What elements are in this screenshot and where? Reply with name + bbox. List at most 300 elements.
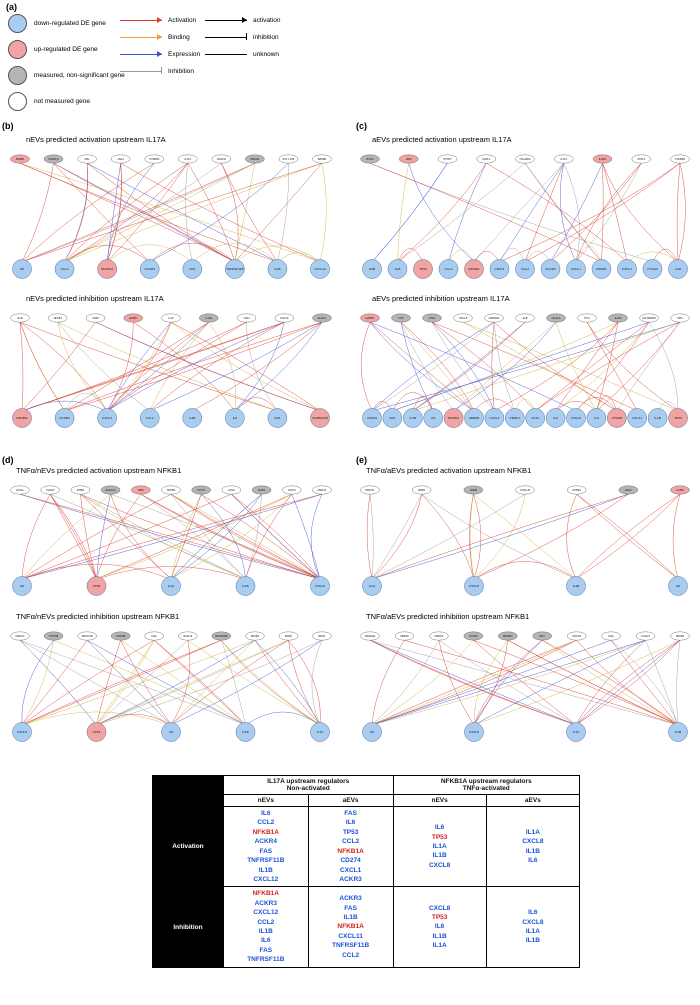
network-node-bottom[interactable] bbox=[648, 409, 667, 428]
legend-edge-label: activation bbox=[253, 16, 281, 24]
network-node-top[interactable] bbox=[48, 314, 67, 322]
network-edge bbox=[50, 494, 96, 579]
network-node-top[interactable] bbox=[313, 155, 332, 163]
network-node-bottom[interactable] bbox=[567, 577, 586, 596]
gene-name: FAS bbox=[259, 946, 273, 954]
network-canvas bbox=[6, 304, 336, 434]
node-label: PTPN7 bbox=[443, 158, 452, 162]
network-edge bbox=[611, 640, 678, 725]
network-edge bbox=[22, 640, 54, 725]
network-node-top[interactable] bbox=[395, 632, 414, 640]
network-node-bottom[interactable] bbox=[13, 409, 32, 428]
network-edge bbox=[432, 322, 535, 411]
network-node-top[interactable] bbox=[399, 155, 418, 163]
node-label: IL1B bbox=[242, 730, 249, 735]
gene-name: TNFRSF11B bbox=[247, 956, 285, 964]
network-c2[interactable] bbox=[356, 304, 694, 434]
network-node-bottom[interactable] bbox=[567, 723, 586, 742]
network-node-top[interactable] bbox=[222, 486, 241, 494]
network-node-top[interactable] bbox=[192, 486, 211, 494]
node-label: PTGS2 bbox=[647, 267, 658, 272]
network-node-top[interactable] bbox=[275, 314, 294, 322]
network-node-top[interactable] bbox=[602, 632, 621, 640]
network-node-top[interactable] bbox=[671, 155, 690, 163]
gene-cell bbox=[486, 887, 579, 967]
network-node-bottom[interactable] bbox=[485, 409, 504, 428]
node-label: HAMP1 bbox=[128, 317, 138, 321]
network-node-bottom[interactable] bbox=[643, 260, 662, 279]
inhibition-arrow-icon bbox=[120, 67, 162, 75]
network-node-bottom[interactable] bbox=[225, 260, 244, 279]
network-edge bbox=[97, 494, 111, 579]
node-label: EZH2 bbox=[625, 489, 632, 493]
node-label: HAMP1 bbox=[365, 317, 375, 321]
gene-name: NFKB1A bbox=[252, 828, 279, 836]
network-node-top[interactable] bbox=[640, 314, 659, 322]
network-node-top[interactable] bbox=[71, 486, 90, 494]
gene-name: IL1B bbox=[432, 852, 447, 860]
network-node-top[interactable] bbox=[516, 486, 535, 494]
gene-name: CCL2 bbox=[342, 951, 360, 959]
network-node-top[interactable] bbox=[516, 314, 535, 322]
node-label: IL19A bbox=[205, 317, 213, 321]
activation-arrow-icon bbox=[120, 16, 162, 24]
node-label: TPSAB bbox=[611, 416, 622, 421]
network-node-bottom[interactable] bbox=[618, 260, 637, 279]
network-edge bbox=[474, 163, 564, 262]
network-node-top[interactable] bbox=[131, 486, 150, 494]
gene-name: IL1B bbox=[258, 866, 273, 874]
gene-name: IL1B bbox=[258, 928, 273, 936]
circle-node-up-icon bbox=[8, 40, 27, 59]
network-node-bottom[interactable] bbox=[587, 409, 606, 428]
node-label: VLDLR bbox=[46, 489, 55, 493]
network-node-bottom[interactable] bbox=[311, 409, 330, 428]
node-label: FGF10 bbox=[280, 317, 289, 321]
node-label: IFNB1 bbox=[417, 489, 426, 493]
network-node-bottom[interactable] bbox=[311, 260, 330, 279]
network-node-top[interactable] bbox=[124, 314, 143, 322]
gene-name: IL1B bbox=[432, 932, 447, 940]
network-node-bottom[interactable] bbox=[669, 723, 688, 742]
network-node-top[interactable] bbox=[619, 486, 638, 494]
network-node-bottom[interactable] bbox=[669, 577, 688, 596]
network-node-top[interactable] bbox=[671, 632, 690, 640]
network-node-top[interactable] bbox=[361, 314, 380, 322]
node-label: IL1B bbox=[189, 416, 196, 421]
row-label-activation: Activation bbox=[153, 807, 224, 887]
network-node-bottom[interactable] bbox=[87, 723, 106, 742]
gene-cell bbox=[223, 807, 308, 887]
network-node-top[interactable] bbox=[547, 314, 566, 322]
node-label: TLR4 bbox=[243, 317, 250, 321]
network-node-bottom[interactable] bbox=[162, 723, 181, 742]
network-node-top[interactable] bbox=[279, 632, 298, 640]
network-edge bbox=[235, 322, 322, 411]
legend-edge-row bbox=[120, 16, 200, 24]
node-label: DDT bbox=[539, 635, 545, 639]
network-node-top[interactable] bbox=[361, 632, 380, 640]
gene-name: FAS bbox=[344, 904, 357, 912]
network-node-top[interactable] bbox=[44, 155, 63, 163]
network-e1[interactable] bbox=[356, 476, 694, 602]
network-edge bbox=[401, 322, 433, 411]
network-node-bottom[interactable] bbox=[236, 577, 255, 596]
network-node-top[interactable] bbox=[41, 486, 60, 494]
node-label: IL18 bbox=[674, 267, 682, 272]
network-node-top[interactable] bbox=[533, 632, 552, 640]
network-node-bottom[interactable] bbox=[383, 409, 402, 428]
node-label: ALB bbox=[394, 267, 401, 272]
network-node-bottom[interactable] bbox=[465, 723, 484, 742]
node-label: CCL2 bbox=[145, 416, 154, 421]
node-label: IFNGRMM bbox=[215, 635, 228, 639]
node-label: NFKBIA bbox=[16, 416, 28, 421]
network-edge bbox=[20, 322, 65, 411]
node-label: CDC1N bbox=[572, 635, 582, 639]
network-node-bottom[interactable] bbox=[13, 577, 32, 596]
network-node-bottom[interactable] bbox=[183, 409, 202, 428]
gene-cell bbox=[486, 807, 579, 887]
network-edge bbox=[370, 640, 678, 725]
network-node-top[interactable] bbox=[44, 632, 63, 640]
network-node-top[interactable] bbox=[212, 155, 231, 163]
network-node-bottom[interactable] bbox=[516, 260, 535, 279]
network-node-bottom[interactable] bbox=[546, 409, 565, 428]
network-e2[interactable] bbox=[356, 622, 694, 748]
node-label: ABCB37 bbox=[502, 635, 513, 639]
network-node-bottom[interactable] bbox=[526, 409, 545, 428]
node-label: IL1B bbox=[572, 584, 580, 589]
network-node-top[interactable] bbox=[199, 314, 218, 322]
node-label: CD24 bbox=[228, 489, 235, 493]
gene-cell bbox=[308, 887, 393, 967]
network-node-bottom[interactable] bbox=[268, 260, 287, 279]
network-edge bbox=[370, 322, 474, 411]
network-d1[interactable] bbox=[6, 476, 336, 602]
network-node-top[interactable] bbox=[78, 155, 97, 163]
network-node-bottom[interactable] bbox=[98, 409, 117, 428]
node-label: CXCL1 bbox=[622, 267, 632, 272]
subheader-aevs-1: aEVs bbox=[308, 795, 393, 807]
network-edge bbox=[401, 322, 454, 411]
network-node-bottom[interactable] bbox=[505, 409, 524, 428]
network-node-bottom[interactable] bbox=[388, 260, 407, 279]
gene-cell bbox=[308, 807, 393, 887]
node-label: IL6 bbox=[553, 416, 558, 421]
gene-name: TP53 bbox=[431, 833, 448, 841]
edges-group bbox=[361, 322, 680, 411]
network-node-bottom[interactable] bbox=[268, 409, 287, 428]
network-node-top[interactable] bbox=[578, 314, 597, 322]
network-edge bbox=[20, 322, 65, 411]
network-node-bottom[interactable] bbox=[87, 577, 106, 596]
network-node-bottom[interactable] bbox=[541, 260, 560, 279]
network-node-bottom[interactable] bbox=[628, 409, 647, 428]
network-node-bottom[interactable] bbox=[311, 723, 330, 742]
gene-name: CXCL8 bbox=[428, 861, 451, 869]
network-node-bottom[interactable] bbox=[98, 260, 117, 279]
network-node-bottom[interactable] bbox=[567, 409, 586, 428]
network-edge bbox=[20, 322, 277, 411]
network-b2[interactable] bbox=[6, 304, 336, 434]
node-label: CXCL8 bbox=[458, 317, 468, 321]
node-label: PRNP1 bbox=[509, 416, 520, 421]
node-label: FAS bbox=[274, 416, 281, 421]
network-edge bbox=[22, 163, 255, 262]
legend-node-label: up-regulated DE gene bbox=[34, 46, 98, 53]
network-edge bbox=[320, 163, 326, 262]
network-node-top[interactable] bbox=[145, 155, 164, 163]
network-edge bbox=[87, 163, 277, 262]
node-label: MAPK1 bbox=[317, 489, 327, 493]
network-node-bottom[interactable] bbox=[140, 260, 159, 279]
network-d2[interactable] bbox=[6, 622, 336, 748]
gene-name: CXCL12 bbox=[253, 875, 279, 883]
network-node-top[interactable] bbox=[392, 314, 411, 322]
network-node-top[interactable] bbox=[567, 486, 586, 494]
network-node-top[interactable] bbox=[11, 314, 30, 322]
network-edge bbox=[576, 640, 646, 725]
network-node-top[interactable] bbox=[86, 314, 105, 322]
network-node-bottom[interactable] bbox=[363, 577, 382, 596]
network-node-top[interactable] bbox=[313, 314, 332, 322]
network-canvas bbox=[356, 476, 694, 602]
network-node-bottom[interactable] bbox=[55, 409, 74, 428]
network-node-top[interactable] bbox=[567, 632, 586, 640]
network-node-top[interactable] bbox=[178, 632, 197, 640]
circle-node-ns-icon bbox=[8, 66, 27, 85]
network-node-bottom[interactable] bbox=[424, 409, 443, 428]
network-node-top[interactable] bbox=[423, 314, 442, 322]
network-node-top[interactable] bbox=[245, 155, 264, 163]
network-edge bbox=[404, 640, 678, 725]
network-edge bbox=[20, 163, 235, 262]
network-node-bottom[interactable] bbox=[465, 260, 484, 279]
node-label: NFKBIA bbox=[468, 267, 480, 272]
network-node-bottom[interactable] bbox=[414, 260, 433, 279]
network-node-top[interactable] bbox=[593, 155, 612, 163]
network-edge bbox=[370, 494, 373, 579]
node-label: EDNF bbox=[284, 635, 292, 639]
network-node-top[interactable] bbox=[516, 155, 535, 163]
network-edge bbox=[246, 494, 292, 579]
network-node-top[interactable] bbox=[438, 155, 457, 163]
network-node-top[interactable] bbox=[313, 486, 332, 494]
network-node-bottom[interactable] bbox=[669, 409, 688, 428]
edges-group bbox=[20, 163, 326, 262]
network-edge bbox=[470, 494, 474, 579]
node-label: BAMBI bbox=[317, 158, 327, 162]
network-edge bbox=[372, 163, 448, 262]
network-node-top[interactable] bbox=[279, 155, 298, 163]
node-label: CXCL1 bbox=[489, 416, 500, 421]
gene-name: IL1A bbox=[432, 842, 447, 850]
gene-name: CXCL1 bbox=[339, 866, 362, 874]
gene-name: CXCL12 bbox=[253, 909, 279, 917]
legend-node-label: not measured gene bbox=[34, 98, 91, 105]
node-label: IL6 bbox=[19, 267, 25, 272]
network-node-top[interactable] bbox=[313, 632, 332, 640]
network-title-b2: nEVs predicted inhibition upstream IL17A bbox=[26, 294, 164, 303]
network-node-bottom[interactable] bbox=[592, 260, 611, 279]
gene-name: CCL2 bbox=[257, 819, 275, 827]
network-node-top[interactable] bbox=[101, 486, 120, 494]
network-node-top[interactable] bbox=[162, 314, 181, 322]
network-title-b1: nEVs predicted activation upstream IL17A bbox=[26, 135, 166, 144]
network-canvas bbox=[6, 145, 336, 285]
network-node-bottom[interactable] bbox=[162, 577, 181, 596]
node-label: PGR2(1) bbox=[48, 158, 59, 162]
node-label: IL6 bbox=[594, 416, 599, 421]
network-node-bottom[interactable] bbox=[567, 260, 586, 279]
network-node-bottom[interactable] bbox=[183, 260, 202, 279]
network-node-top[interactable] bbox=[212, 632, 231, 640]
panel-label-e: (e) bbox=[356, 455, 367, 465]
legend-edge-types bbox=[120, 16, 200, 84]
network-edge bbox=[432, 322, 637, 411]
node-label: IL6 bbox=[19, 584, 25, 589]
network-node-bottom[interactable] bbox=[465, 409, 484, 428]
network-node-top[interactable] bbox=[636, 632, 655, 640]
network-edge bbox=[235, 163, 255, 262]
node-label: TP53 bbox=[92, 730, 101, 735]
node-label: MAPC1B bbox=[81, 635, 93, 639]
network-node-top[interactable] bbox=[464, 486, 483, 494]
network-node-top[interactable] bbox=[162, 486, 181, 494]
network-node-top[interactable] bbox=[412, 486, 431, 494]
node-label: IL6 bbox=[232, 416, 238, 421]
network-node-top[interactable] bbox=[671, 314, 690, 322]
group-header-nfkb1a bbox=[393, 776, 580, 795]
node-label: COG25 bbox=[468, 635, 478, 639]
network-node-top[interactable] bbox=[671, 486, 690, 494]
gene-name: IL1B bbox=[525, 937, 540, 945]
node-label: IL1A bbox=[316, 730, 324, 735]
network-node-top[interactable] bbox=[498, 632, 517, 640]
node-label: ALB bbox=[17, 317, 23, 321]
node-label: HGF bbox=[151, 635, 157, 639]
network-node-top[interactable] bbox=[632, 155, 651, 163]
network-edge bbox=[97, 714, 172, 725]
network-edge bbox=[22, 494, 171, 579]
network-b1[interactable] bbox=[6, 145, 336, 285]
network-node-top[interactable] bbox=[454, 314, 473, 322]
network-node-bottom[interactable] bbox=[444, 409, 463, 428]
network-node-top[interactable] bbox=[252, 486, 271, 494]
network-node-top[interactable] bbox=[11, 632, 30, 640]
network-node-top[interactable] bbox=[464, 632, 483, 640]
network-node-top[interactable] bbox=[609, 314, 628, 322]
panel-label-c: (c) bbox=[356, 121, 367, 131]
node-label: IL1RN bbox=[598, 158, 607, 162]
network-edge bbox=[141, 494, 246, 579]
network-edge bbox=[22, 640, 54, 725]
node-label: IL17A bbox=[184, 158, 192, 162]
network-node-bottom[interactable] bbox=[363, 260, 382, 279]
circle-node-nm-icon bbox=[8, 92, 27, 111]
network-node-top[interactable] bbox=[78, 632, 97, 640]
network-c1[interactable] bbox=[356, 145, 694, 285]
network-node-bottom[interactable] bbox=[607, 409, 626, 428]
node-label: CEBPB bbox=[468, 416, 480, 421]
network-edge bbox=[611, 640, 678, 725]
network-edge bbox=[209, 322, 236, 411]
gene-name: CXCL8 bbox=[522, 918, 544, 926]
network-node-top[interactable] bbox=[361, 155, 380, 163]
network-node-bottom[interactable] bbox=[669, 260, 688, 279]
network-node-bottom[interactable] bbox=[311, 577, 330, 596]
network-node-top[interactable] bbox=[361, 486, 380, 494]
network-edge bbox=[97, 640, 255, 725]
node-label: IFNB1 bbox=[76, 489, 85, 493]
gene-name: NFKB1A bbox=[252, 890, 279, 898]
node-label: IL1B bbox=[274, 267, 281, 272]
unknown-line-icon bbox=[205, 50, 247, 58]
network-node-top[interactable] bbox=[145, 632, 164, 640]
subheader-nevs-1: nEVs bbox=[223, 795, 308, 807]
network-node-top[interactable] bbox=[178, 155, 197, 163]
node-label: TGFBR3 bbox=[149, 158, 160, 162]
network-node-top[interactable] bbox=[111, 632, 130, 640]
network-edge bbox=[535, 322, 680, 411]
network-node-bottom[interactable] bbox=[140, 409, 159, 428]
network-node-bottom[interactable] bbox=[55, 260, 74, 279]
network-node-bottom[interactable] bbox=[13, 723, 32, 742]
network-node-top[interactable] bbox=[429, 632, 448, 640]
gene-name: IL1A bbox=[525, 828, 540, 836]
network-edge bbox=[20, 322, 23, 411]
node-label: HIF2E(E) bbox=[364, 635, 376, 639]
network-edge bbox=[587, 322, 678, 411]
network-node-top[interactable] bbox=[282, 486, 301, 494]
network-node-bottom[interactable] bbox=[490, 260, 509, 279]
node-label: CXCL1 bbox=[102, 416, 113, 421]
node-label: IL1A bbox=[572, 730, 580, 735]
gene-name: IL1B bbox=[525, 847, 540, 855]
network-node-bottom[interactable] bbox=[465, 577, 484, 596]
node-label: MVIF1 bbox=[482, 158, 491, 162]
network-node-bottom[interactable] bbox=[363, 723, 382, 742]
node-label: STAT5B bbox=[115, 635, 126, 639]
legend-edge-row bbox=[205, 16, 280, 24]
network-node-top[interactable] bbox=[111, 155, 130, 163]
legend-edge-directions bbox=[205, 16, 280, 67]
network-node-bottom[interactable] bbox=[13, 260, 32, 279]
network-node-bottom[interactable] bbox=[225, 409, 244, 428]
network-edge bbox=[185, 163, 192, 262]
edges-group bbox=[367, 494, 680, 579]
network-node-top[interactable] bbox=[11, 155, 30, 163]
gene-name: NFKB1A bbox=[337, 847, 364, 855]
network-edge bbox=[677, 163, 680, 262]
network-node-top[interactable] bbox=[237, 314, 256, 322]
node-label: HGF bbox=[608, 635, 614, 639]
network-node-top[interactable] bbox=[477, 155, 496, 163]
network-node-bottom[interactable] bbox=[403, 409, 422, 428]
group-header-line2: TNFα-activated bbox=[462, 785, 510, 792]
network-node-bottom[interactable] bbox=[236, 723, 255, 742]
network-edge bbox=[413, 322, 680, 411]
edges-group bbox=[370, 640, 680, 725]
network-node-bottom[interactable] bbox=[439, 260, 458, 279]
network-node-top[interactable] bbox=[485, 314, 504, 322]
network-edge bbox=[107, 322, 246, 411]
network-node-top[interactable] bbox=[11, 486, 30, 494]
network-node-top[interactable] bbox=[554, 155, 573, 163]
network-node-bottom[interactable] bbox=[363, 409, 382, 428]
network-node-top[interactable] bbox=[245, 632, 264, 640]
